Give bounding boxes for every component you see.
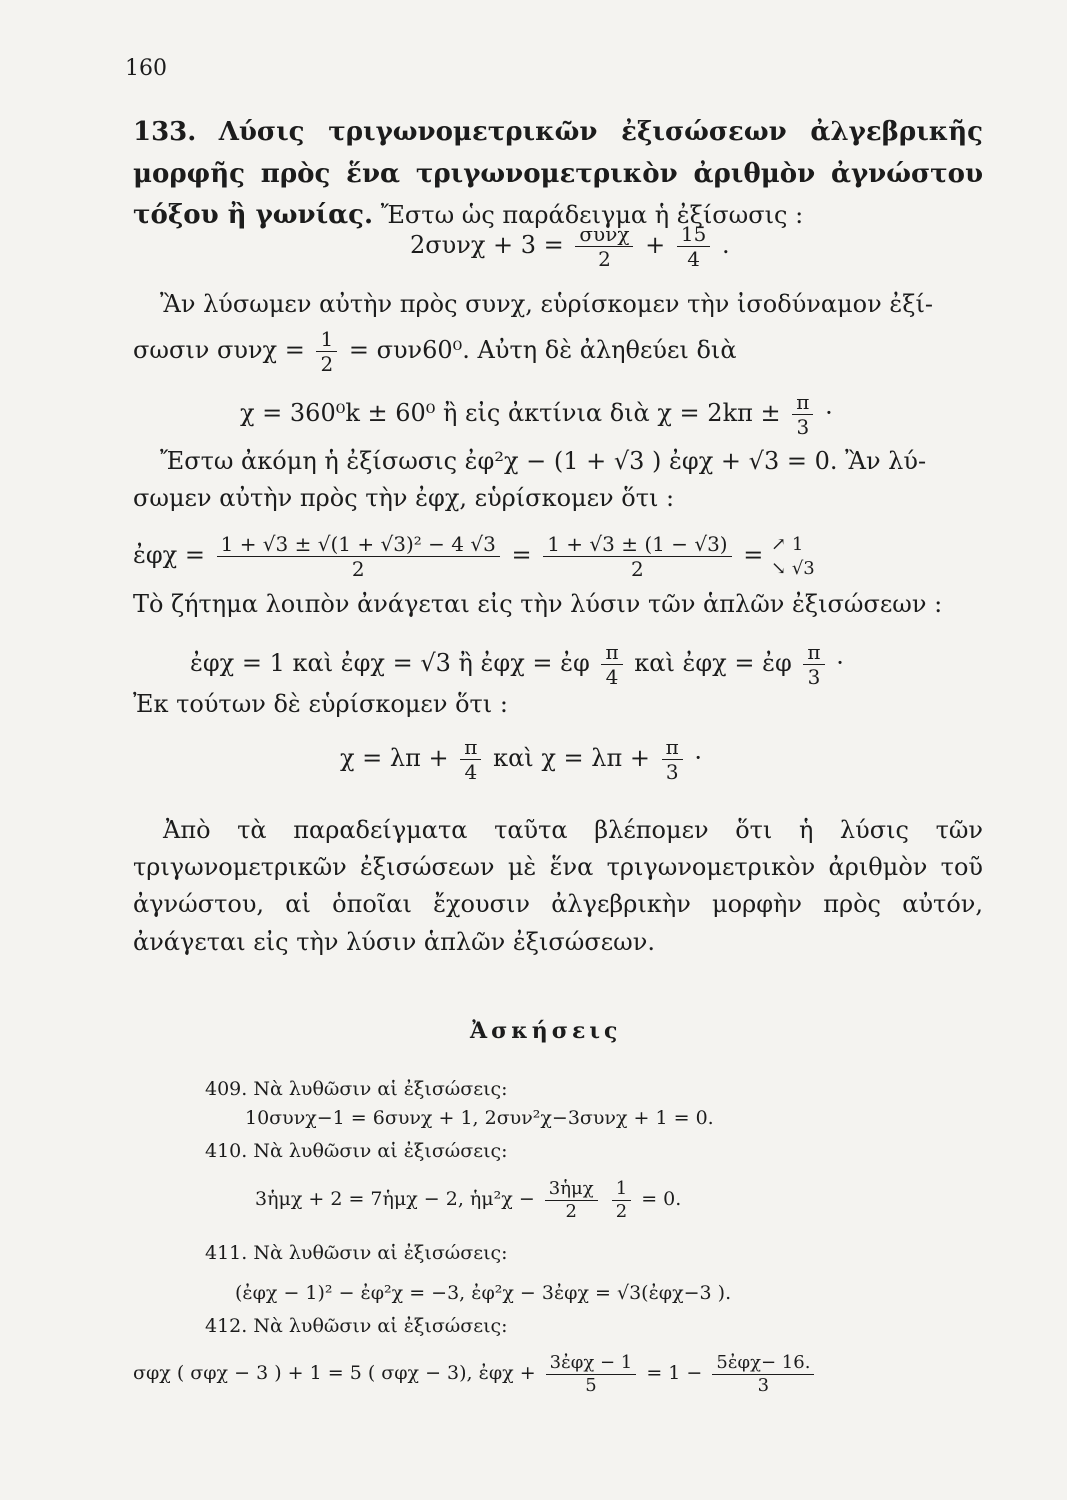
exercise-412-equations: σφχ ( σφχ − 3 ) + 1 = 5 ( σφχ − 3), ἐφχ + $\frac{\text{3ἐφχ − 1}}{5}$ = 1 − $\frac{\text{5ἐφχ− 16.}}{3}$ [133,1352,818,1396]
equation-3: ἐφχ = $\frac{\text{1 + √3 ± √(1 + √3)² − 4 √3}}{2}$ = $\frac{1 + √3 \pm (1 - √3)}{2}$ = ↗ 1 ↘ √3 [133,532,815,581]
ex412-frac-1: $\frac{\text{3ἐφχ − 1}}{5}$ [546,1352,637,1396]
eq3-frac-2: $\frac{1 + √3 \pm (1 - √3)}{2}$ [543,532,731,581]
equation-5: χ = λπ + $\frac{\pi}{4}$ καὶ χ = λπ + $\frac{\pi}{3}$ · [340,735,703,784]
paragraph-2-line-1: Ἂν λύσωμεν αὐτὴν πρὸς συνχ, εὑρίσκομεν τὴν ἰσοδύναμον ἐξί- [160,290,933,318]
eq1-left: 2συνχ + 3 = [410,231,564,259]
equation-1: 2συνχ + 3 = $\frac{\text{συνχ}}{2}$ + $\frac{15}{4}$ . [410,222,730,271]
pi-over-3: $\frac{\pi}{3}$ [792,390,813,439]
eq1-frac-2: $\frac{15}{4}$ [677,222,710,271]
page-number: 160 [125,56,167,81]
eq4-frac-2: $\frac{\pi}{3}$ [803,640,824,689]
exercises-heading: Ἀσκήσεις [470,1018,622,1044]
section-133-paragraph [133,112,983,237]
paragraph-3-line-2: σωμεν αὐτὴν πρὸς τὴν ἐφχ, εὑρίσκομεν ὅτι : [133,484,675,512]
equation-4: ἐφχ = 1 καὶ ἐφχ = √3 ἢ ἐφχ = ἐφ $\frac{\pi}{4}$ καὶ ἐφχ = ἐφ $\frac{\pi}{3}$ · [190,640,844,689]
eq3-frac-1: $\frac{\text{1 + √3 ± √(1 + √3)² − 4 √3}}{2}$ [217,532,500,581]
exercise-409: 409. Νὰ λυθῶσιν αἱ ἐξισώσεις: [205,1078,508,1100]
eq5-frac-1: $\frac{\pi}{4}$ [460,735,481,784]
section-intro: Ἔστω ὡς παράδειγμα ἡ ἐξίσωσις : [380,201,804,230]
eq3-roots: ↗ 1 ↘ √3 [771,534,815,579]
half-fraction: $\frac{1}{2}$ [316,327,337,376]
paragraph-6: Ἀπὸ τὰ παραδείγματα ταῦτα βλέπομεν ὅτι ἡ λύσις τῶν τριγωνομετρικῶν ἐξισώσεων μὲ ἕνα τριγωνομετρικὸν ἀριθμὸν τοῦ ἀγνώστου, αἱ ὁποῖαι ἔχουσιν ἀλγεβρικὴν μορφὴν πρὸς αὐτόν, ἀνάγεται εἰς τὴν λύσιν ἁπλῶν ἐξισώσεων. [133,816,983,956]
paragraph-5: Ἐκ τούτων δὲ εὑρίσκομεν ὅτι : [133,690,508,718]
eq1-plus: + [645,231,666,259]
equation-2: χ = 360⁰k ± 60⁰ ἢ εἰς ἀκτίνια διὰ χ = 2kπ ± $\frac{\pi}{3}$ · [240,390,833,439]
ex410-frac-1: $\frac{\text{3ἡμχ}}{2}$ [545,1178,598,1222]
section-number: 133. [133,117,197,147]
paragraph-3-line-1: Ἔστω ἀκόμη ἡ ἐξίσωσις ἐφ²χ − (1 + √3 ) ἐφχ + √3 = 0. Ἂν λύ- [160,447,927,475]
eq5-frac-2: $\frac{\pi}{3}$ [662,735,683,784]
ex412-frac-2: $\frac{\text{5ἐφχ− 16.}}{3}$ [712,1352,814,1396]
exercise-412: 412. Νὰ λυθῶσιν αἱ ἐξισώσεις: [205,1315,508,1337]
exercise-411: 411. Νὰ λυθῶσιν αἱ ἐξισώσεις: [205,1242,508,1264]
exercise-411-equations: (ἐφχ − 1)² − ἐφ²χ = −3, ἐφ²χ − 3ἐφχ = √3(ἐφχ−3 ). [235,1282,732,1304]
exercise-410: 410. Νὰ λυθῶσιν αἱ ἐξισώσεις: [205,1140,508,1162]
exercise-410-equations: 3ἡμχ + 2 = 7ἡμχ − 2, ἡμ²χ − $\frac{\text{3ἡμχ}}{2}$ $\frac{1}{2}$ = 0. [255,1178,682,1222]
paragraph-2-line-2: σωσιν συνχ = $\frac{1}{2}$ = συν60⁰. Αὐτη δὲ ἀληθεύει διὰ [133,327,737,376]
eq1-frac-1: $\frac{\text{συνχ}}{2}$ [575,222,633,271]
ex410-frac-2: $\frac{1}{2}$ [612,1178,631,1222]
eq4-frac-1: $\frac{\pi}{4}$ [601,640,622,689]
paragraph-4: Τὸ ζήτημα λοιπὸν ἀνάγεται εἰς τὴν λύσιν τῶν ἁπλῶν ἐξισώσεων : [133,590,943,618]
section-title: Λύσις τριγωνομετρικῶν ἐξισώσεων ἀλγεβρικῆς μορφῆς πρὸς ἕνα τριγωνομετρικὸν ἀριθμὸν ἀγνώστου τόξου ἢ γωνίας. [133,117,983,231]
exercise-409-equations: 10συνχ−1 = 6συνχ + 1, 2συν²χ−3συνχ + 1 = 0. [245,1107,714,1129]
